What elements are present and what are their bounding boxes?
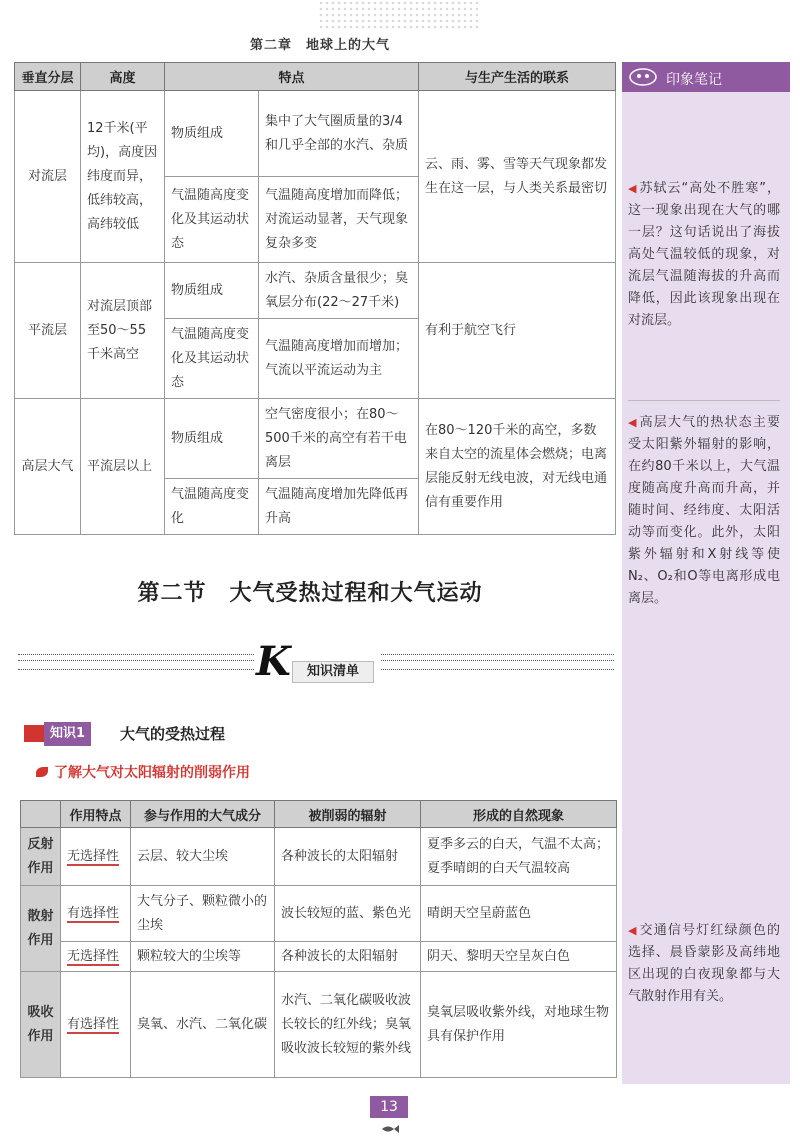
layer-name: 对流层: [15, 91, 81, 263]
col-header: 形成的自然现象: [421, 801, 617, 828]
knowledge-banner: [254, 638, 380, 685]
feature-label: 物质组成: [165, 91, 259, 177]
table-row: [21, 886, 617, 942]
feature-label: 气温随高度变化及其运动状态: [165, 177, 259, 263]
notes-header: [622, 62, 790, 92]
radiation-weakening-table: [20, 800, 617, 1078]
radiation-cell: 水汽、二氧化碳吸收波长较长的红外线；臭氧吸收波长较短的紫外线: [275, 972, 421, 1078]
feature-value: 水汽、杂质含量很少；臭氧层分布(22～27千米): [259, 263, 419, 319]
sidebar-note-3: ◀ 交通信号灯红绿颜色的选择、晨昏蒙影及高纬地区出现的白夜现象都与大气散射作用有关。: [628, 923, 780, 1004]
feature-value: 气温随高度增加先降低再升高: [259, 479, 419, 535]
component-cell: 颗粒较大的尘埃等: [131, 942, 275, 972]
layer-name: 高层大气: [15, 399, 81, 535]
col-header: 与生产生活的联系: [419, 63, 616, 91]
sidebar-note-1: ◀ 苏轼云“高处不胜寒”，这一现象出现在大气的哪一层？这句话说出了海拔高处气温较低的现象，对流层气温随海拔的升高而降低，因此该现象出现在对流层。: [628, 181, 780, 328]
feature-label: 气温随高度变化及其运动状态: [165, 319, 259, 399]
triangle-marker-icon: ◀: [628, 416, 638, 429]
feature-cell: 无选择性: [61, 828, 131, 886]
leaf-icon: [36, 767, 48, 777]
table-row: [21, 972, 617, 1078]
col-header: 参与作用的大气成分: [131, 801, 275, 828]
col-header: 被削弱的辐射: [275, 801, 421, 828]
diagonal-header-cell: [21, 801, 61, 828]
note-divider: [628, 400, 780, 401]
component-cell: 臭氧、水汽、二氧化碳: [131, 972, 275, 1078]
phenomenon-cell: 臭氧层吸收紫外线，对地球生物具有保护作用: [421, 972, 617, 1078]
feature-value: 气温随高度增加而降低；对流运动显著，天气现象复杂多变: [259, 177, 419, 263]
layer-name: 平流层: [15, 263, 81, 399]
phenomenon-cell: 夏季多云的白天，气温不太高；夏季晴朗的白天气温较高: [421, 828, 617, 886]
feature-label: 气温随高度变化: [165, 479, 259, 535]
feature-cell: 有选择性: [61, 972, 131, 1078]
feature-value: 空气密度很小；在80～500千米的高空有若干电离层: [259, 399, 419, 479]
layer-relation: 在80～120千米的高空，多数来自太空的流星体会燃烧；电离层能反射无线电波，对无线电通信有重要作用: [419, 399, 616, 535]
layer-height: 平流层以上: [81, 399, 165, 535]
feature-value: 气温随高度增加而增加；气流以平流运动为主: [259, 319, 419, 399]
component-cell: 云层、较大尘埃: [131, 828, 275, 886]
feature-value: 集中了大气圈质量的3/4和几乎全部的水汽、杂质: [259, 91, 419, 177]
notebook-icon: [628, 67, 658, 87]
atmosphere-layers-table: [14, 62, 616, 535]
knowledge-tag: 知识1: [44, 722, 91, 746]
category-cell: 吸收作用: [21, 972, 61, 1078]
page-number: 13: [370, 1096, 408, 1118]
radiation-cell: 波长较短的蓝、紫色光: [275, 886, 421, 942]
layer-relation: 云、雨、雾、雪等天气现象都发生在这一层，与人类关系最密切: [419, 91, 616, 263]
table-row: [21, 942, 617, 972]
feature-label: 物质组成: [165, 263, 259, 319]
table-row: [21, 828, 617, 886]
table-header-row: [15, 63, 616, 91]
knowledge-banner-label: 知识清单: [292, 661, 374, 683]
col-header: 作用特点: [61, 801, 131, 828]
feature-cell: 有选择性: [61, 886, 131, 942]
feature-label: 物质组成: [165, 399, 259, 479]
layer-height: 12千米(平均)，高度因纬度而异，低纬较高，高纬较低: [81, 91, 165, 263]
triangle-marker-icon: ◀: [628, 182, 638, 195]
chapter-header: 第二章 地球上的大气: [249, 38, 390, 53]
k-logo-icon: K: [256, 638, 291, 685]
sidebar-note-2: ◀ 高层大气的热状态主要受太阳紫外辐射的影响，在约80千米以上，大气温度随高度升高而升高，并随时间、经纬度、太阳活动等而变化。此外，太阳紫外辐射和X射线等使N₂、O₂和O等电离形成电离层。: [628, 415, 780, 606]
phenomenon-cell: 阴天、黎明天空呈灰白色: [421, 942, 617, 972]
phenomenon-cell: 晴朗天空呈蔚蓝色: [421, 886, 617, 942]
col-header: 特点: [165, 63, 419, 91]
table-row: [15, 91, 616, 177]
subheading: 了解大气对太阳辐射的削弱作用: [36, 762, 250, 782]
table-row: [15, 263, 616, 319]
notes-title: 印象笔记: [666, 72, 722, 88]
fish-icon: [380, 1124, 400, 1134]
col-header: 高度: [81, 63, 165, 91]
category-cell: 反射作用: [21, 828, 61, 886]
category-cell: 散射作用: [21, 886, 61, 972]
radiation-cell: 各种波长的太阳辐射: [275, 942, 421, 972]
knowledge-title: 大气的受热过程: [120, 725, 226, 743]
layer-height: 对流层顶部至50～55千米高空: [81, 263, 165, 399]
header-dot-pattern: [318, 0, 478, 30]
table-row: [15, 399, 616, 479]
feature-cell: 无选择性: [61, 942, 131, 972]
radiation-cell: 各种波长的太阳辐射: [275, 828, 421, 886]
section-title: 第二节 大气受热过程和大气运动: [137, 580, 483, 606]
triangle-marker-icon: ◀: [628, 924, 638, 937]
col-header: 垂直分层: [15, 63, 81, 91]
component-cell: 大气分子、颗粒微小的尘埃: [131, 886, 275, 942]
table-header-row: [21, 801, 617, 828]
layer-relation: 有利于航空飞行: [419, 263, 616, 399]
book-icon: [24, 725, 44, 742]
